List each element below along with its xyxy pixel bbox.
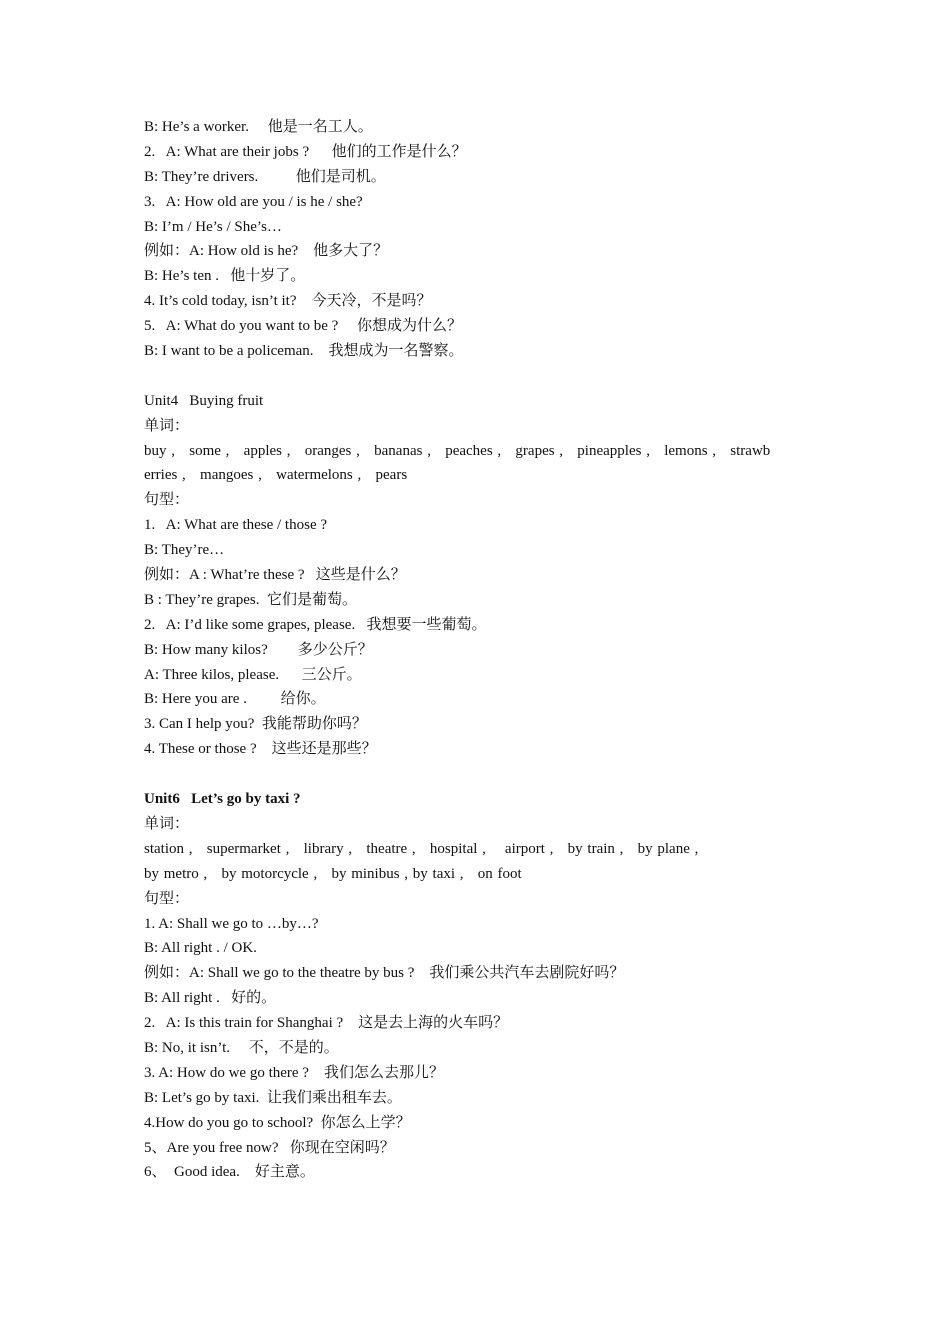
text-line: 3. A: How old are you / is he / she? [144, 193, 363, 210]
text-line: B: How many kilos? 多少公斤？ [144, 641, 373, 658]
vocabulary-line: buy , some , apples , oranges , bananas , peaches , grapes , pineapples , lemons , strawb [144, 442, 771, 459]
text-line: 1. A: What are these / those ? [144, 517, 328, 534]
text-line: 例如：A: How old is he? 他多大了？ [144, 243, 389, 260]
text-line: 4.How do you go to school? 你怎么上学？ [144, 1114, 411, 1131]
blank-line [144, 762, 824, 787]
text-line: 1. A: Shall we go to …by…? [144, 915, 319, 932]
vocabulary-line: by metro , by motorcycle , by minibus , by taxi , on foot [144, 865, 522, 882]
text-line: 6、 Good idea. 好主意。 [144, 1164, 315, 1181]
text-line: 5. A: What do you want to be ? 你想成为什么？ [144, 318, 463, 335]
text-line: B: He’s ten . 他十岁了。 [144, 268, 306, 285]
words-label: 单词： [144, 815, 190, 832]
text-line: 3. A: How do we go there ? 我们怎么去那儿？ [144, 1064, 444, 1081]
vocabulary-line: station , supermarket , library , theatre , hospital , airport , by train , by plane , [144, 840, 699, 857]
text-line: B : They’re grapes. 它们是葡萄。 [144, 591, 358, 608]
text-line: 例如：A: Shall we go to the theatre by bus ? 我们乘公共汽车去剧院好吗？ [144, 965, 625, 982]
text-line: 2. A: I’d like some grapes, please. 我想要一些葡萄。 [144, 616, 487, 633]
patterns-label: 句型： [144, 492, 190, 509]
unit-heading: Unit6 Let’s go by taxi ? [144, 791, 301, 808]
text-line: 2. A: Is this train for Shanghai ? 这是去上海的火车吗？ [144, 1015, 509, 1032]
section-unit4 [144, 389, 824, 762]
text-line: B: He’s a worker. 他是一名工人。 [144, 119, 373, 135]
text-line: B: All right . / OK. [144, 940, 257, 957]
text-line: 4. It’s cold today, isn’t it? 今天冷，不是吗？ [144, 293, 432, 310]
text-line: 2. A: What are their jobs ? 他们的工作是什么？ [144, 143, 467, 160]
section-unit6 [144, 787, 824, 1185]
text-line: 例如：A : What’re these ? 这些是什么？ [144, 567, 406, 584]
section-top [144, 115, 824, 364]
vocabulary-line: erries , mangoes , watermelons , pears [144, 467, 408, 484]
text-line: 5、Are you free now? 你现在空闲吗？ [144, 1139, 395, 1156]
text-line: B: They’re drivers. 他们是司机。 [144, 168, 386, 185]
text-line: A: Three kilos, please. 三公斤。 [144, 666, 362, 683]
text-line: B: All right . 好的。 [144, 990, 277, 1007]
patterns-label: 句型： [144, 890, 190, 907]
unit-heading: Unit4 Buying fruit [144, 392, 264, 409]
words-label: 单词： [144, 417, 190, 434]
text-line: 4. These or those ? 这些还是那些？ [144, 741, 377, 758]
text-line: B: No, it isn’t. 不，不是的。 [144, 1039, 339, 1056]
text-line: B: Let’s go by taxi. 让我们乘出租车去。 [144, 1089, 402, 1106]
blank-line [144, 364, 824, 389]
document-page [144, 115, 824, 1185]
text-line: B: Here you are . 给你。 [144, 691, 326, 708]
text-line: B: I’m / He’s / She’s… [144, 218, 282, 235]
text-line: B: They’re… [144, 542, 225, 559]
text-line: 3. Can I help you? 我能帮助你吗？ [144, 716, 367, 733]
text-line: B: I want to be a policeman. 我想成为一名警察。 [144, 343, 464, 360]
